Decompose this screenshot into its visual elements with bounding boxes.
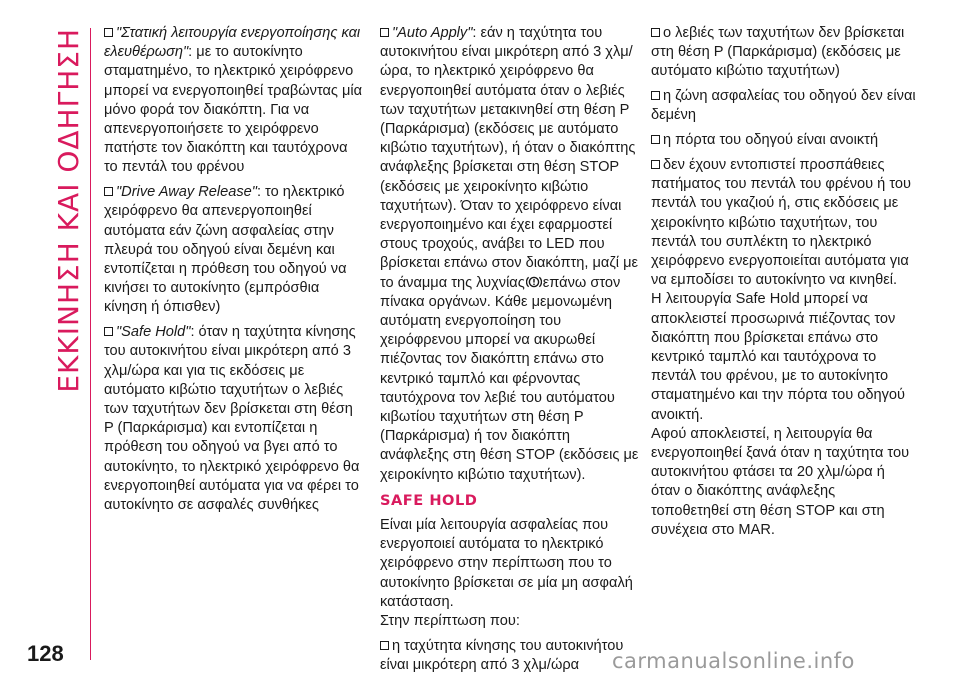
paragraph-safe-hold-disable: Η λειτουργία Safe Hold μπορεί να αποκλειστεί προσωρινά πιέζοντας τον διακόπτη που βρίσκεται επάνω στο κεντρικό ταμπλό και ταυτόχρονα το πεντάλ του φρένου, με το αυτοκίνητο σταματημένο και την πόρτα του οδηγού ανοικτή. bbox=[651, 291, 905, 423]
watermark-text: carmanualsonline.info bbox=[612, 649, 855, 673]
list-item bbox=[651, 87, 916, 125]
text-auto-apply-1: : εάν η ταχύτητα του αυτοκινήτου είναι μικρότερη από 3 χλμ/ώρα, το ηλεκτρικό χειρόφρενο θα ενεργοποιηθεί αυτόματα όταν ο λεβιές των ταχυτήτων μετακινηθεί στη θέση P (Παρκάρισμα) (εκδόσεις με αυτόματο κιβώτιο ταχυτήτων), ή όταν ο διακόπτης ανάφλεξης βρίσκεται στη θέση STOP (εκδόσεις με χειροκίνητο κιβώτιο ταχυτήτων). Όταν το χειρόφρενο είναι ενεργοποιημένο και έχει εφαρμοστεί στους τροχούς, ανάβει το LED που βρίσκεται επάνω στον διακόπτη, μαζί με το άναμμα της λυχνίας bbox=[380, 25, 639, 291]
list-item-text: δεν έχουν εντοπιστεί προσπάθειες πατήματος του πεντάλ του φρένου ή του πεντάλ του γκαζιού ή, στις εκδόσεις με χειροκίνητο κιβώτιο ταχυτήτων, του πεντάλ του συπλέκτη το ηλεκτρικό χειρόφρενο ενεργοποιείται αυτόματα για να εμποδίσει το αυτοκίνητο να κινηθεί. bbox=[651, 157, 911, 289]
section-sidebar bbox=[50, 28, 86, 393]
checkbox-bullet-icon bbox=[104, 28, 113, 37]
paragraph-auto-apply bbox=[380, 24, 640, 485]
text-column-2 bbox=[380, 24, 640, 681]
text-column-3 bbox=[651, 24, 916, 540]
text-static-apply: : με το αυτοκίνητο σταματημένο, το ηλεκτρικό χειρόφρενο μπορεί να ενεργοποιηθεί τραβώντας μία μόνο φορά τον διακόπτη. Για να απενεργοποιήσετε το χειρόφρενο πατήστε τον διακόπτη και ταυτόχρονα το πεντάλ του φρένου bbox=[104, 44, 363, 176]
paragraph-safe-hold-intro: Είναι μία λειτουργία ασφαλείας που ενεργοποιεί αυτόματα το ηλεκτρικό χειρόφρενο στην περίπτωση που το αυτοκίνητο βρίσκεται σε μία μη ασφαλή κατάσταση. bbox=[380, 517, 633, 610]
paragraph-case-intro: Στην περίπτωση που: bbox=[380, 613, 520, 630]
paragraph-static-apply bbox=[104, 24, 364, 178]
page-number: 128 bbox=[27, 641, 64, 666]
section-title: ΕΚΚΙΝΗΣΗ ΚΑΙ ΟΔΗΓΗΣΗ bbox=[51, 28, 85, 393]
paragraph-safe-hold-reenable: Αφού αποκλειστεί, η λειτουργία θα ενεργοποιηθεί ξανά όταν η ταχύτητα του αυτοκινήτου φτάσει τα 20 χλμ/ώρα ή όταν ο διακόπτης ανάφλεξης τοποθετηθεί στη θέση STOP και στη συνέχεια στο MAR. bbox=[651, 425, 910, 538]
checkbox-bullet-icon bbox=[651, 160, 660, 169]
checkbox-bullet-icon bbox=[651, 28, 660, 37]
brake-warning-icon bbox=[526, 275, 542, 289]
list-item bbox=[651, 156, 916, 290]
text-drive-away: : το ηλεκτρικό χειρόφρενο θα απενεργοποιηθεί αυτόματα εάν ζώνη ασφαλείας στην πλευρά του οδηγού είναι δεμένη και εντοπίζεται η πρόθεση του οδηγού να κινήσει το αυτοκίνητο (εμπρόσθια κίνηση ή όπισθεν) bbox=[104, 184, 347, 316]
list-item bbox=[380, 637, 640, 675]
term-safe-hold: "Safe Hold" bbox=[116, 324, 191, 341]
text-auto-apply-2: επάνω στον πίνακα οργάνων. Κάθε μεμονωμένη αυτόματη ενεργοποίηση του χειρόφρενου μπορεί να ακυρωθεί πιέζοντας τον διακόπτη επάνω στο κεντρικό ταμπλό και φέρνοντας ταυτόχρονα τον λεβιέ του αυτόματου κιβωτίου ταχυτήτων στη θέση P (Παρκάρισμα) ή τον διακόπτη ανάφλεξης στη θέση STOP (εκδόσεις με χειροκίνητο κιβώτιο ταχυτήτων). bbox=[380, 274, 639, 483]
paragraph-safe-hold bbox=[104, 323, 364, 515]
list-item bbox=[651, 24, 916, 82]
paragraph-drive-away bbox=[104, 183, 364, 317]
term-static-apply: "Στατική λειτουργία ενεργοποίησης και ελευθέρωση" bbox=[104, 25, 361, 61]
checkbox-bullet-icon bbox=[380, 28, 389, 37]
list-item bbox=[651, 131, 916, 150]
checkbox-bullet-icon bbox=[651, 135, 660, 144]
term-drive-away: "Drive Away Release" bbox=[116, 184, 257, 201]
checkbox-bullet-icon bbox=[651, 91, 660, 100]
checkbox-bullet-icon bbox=[104, 187, 113, 196]
list-item-text: ο λεβιές των ταχυτήτων δεν βρίσκεται στη θέση P (Παρκάρισμα) (εκδόσεις με αυτόματο κιβώτιο ταχυτήτων) bbox=[651, 25, 905, 80]
term-auto-apply: "Auto Apply" bbox=[392, 25, 473, 41]
list-item-text: η πόρτα του οδηγού είναι ανοικτή bbox=[663, 132, 879, 149]
list-item-text: η ζώνη ασφαλείας του οδηγού δεν είναι δεμένη bbox=[651, 88, 916, 124]
section-heading: SAFE HOLD bbox=[380, 491, 478, 509]
text-column-1 bbox=[104, 24, 364, 521]
checkbox-bullet-icon bbox=[380, 641, 389, 650]
section-divider bbox=[90, 28, 91, 660]
text-safe-hold: : όταν η ταχύτητα κίνησης του αυτοκινήτου είναι μικρότερη από 3 χλμ/ώρα και για τις εκδόσεις με αυτόματο κιβώτιο ταχυτήτων ο λεβιές των ταχυτήτων δεν βρίσκεται στη θέση P (Παρκάρισμα) και εντοπίζεται η πρόθεση του οδηγού να βγει από το αυτοκίνητο, το ηλεκτρικό χειρόφρενο θα ενεργοποιηθεί αυτόματα για να φέρει το αυτοκίνητο σε ασφαλές συνθήκες bbox=[104, 324, 360, 514]
checkbox-bullet-icon bbox=[104, 327, 113, 336]
list-item-text: η ταχύτητα κίνησης του αυτοκινήτου είναι μικρότερη από 3 χλμ/ώρα bbox=[380, 637, 624, 674]
